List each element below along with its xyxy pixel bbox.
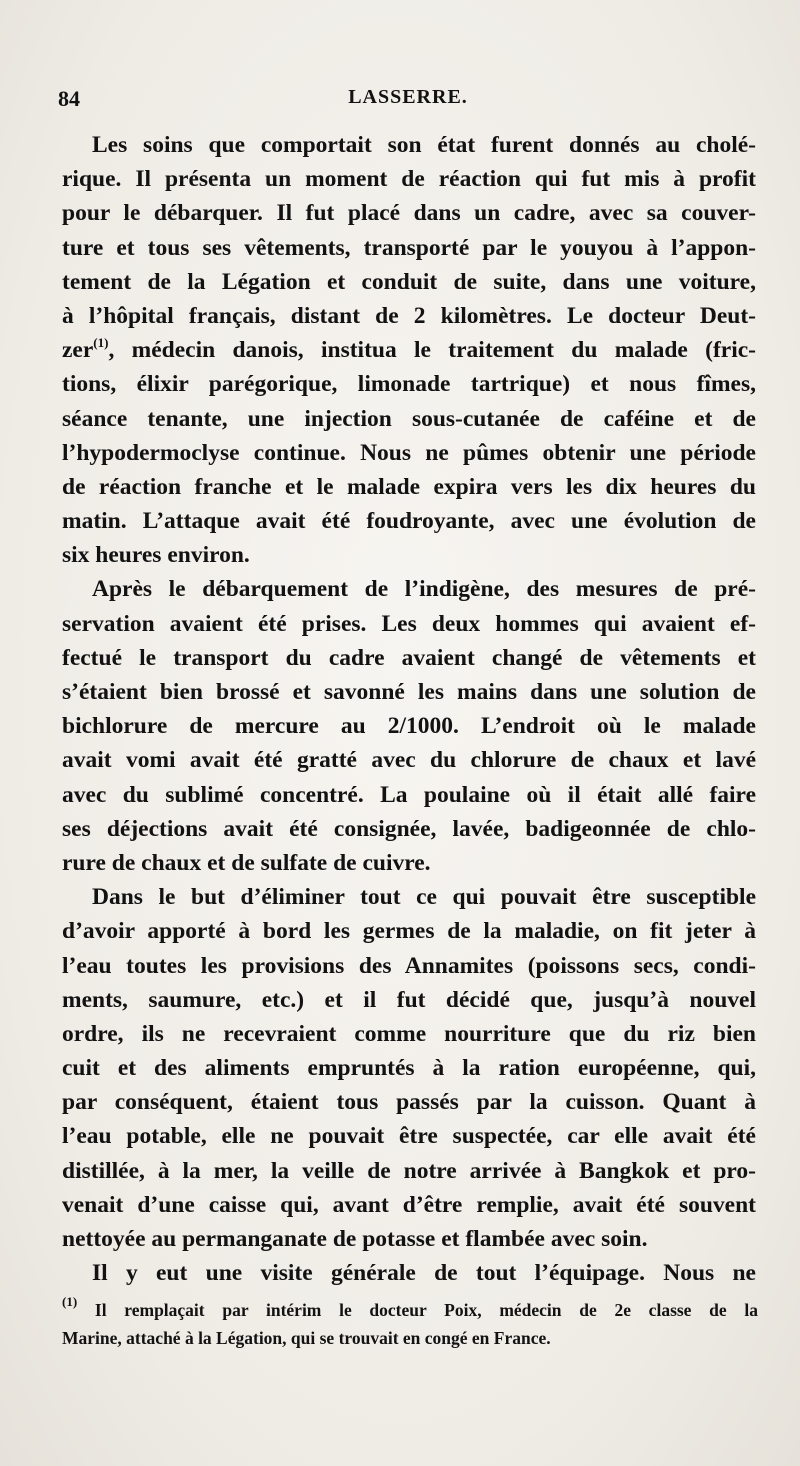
text-line-content: l’hypodermoclyse continue. Nous ne pûmes obtenir une période	[62, 439, 756, 466]
page-header	[58, 86, 758, 116]
text-line	[62, 231, 756, 265]
text-line	[62, 436, 756, 470]
text-line-content: venait d’une caisse qui, avant d’être remplie, avait été souvent	[62, 1191, 756, 1218]
text-line-content: ordre, ils ne recevraient comme nourriture que du riz bien	[62, 1020, 756, 1047]
text-line-content: par conséquent, étaient tous passés par la cuisson. Quant à	[62, 1089, 756, 1116]
text-line	[62, 1017, 756, 1051]
text-line-content: , médecin danois, institua le traitement du malade (fric-	[108, 337, 756, 364]
text-line	[62, 196, 756, 230]
text-line	[62, 504, 756, 538]
text-line-content: nettoyée au permanganate de potasse et flambée avec soin.	[62, 1226, 648, 1252]
text-line	[62, 1154, 756, 1188]
text-line-content: ments, saumure, etc.) et il fut décidé que, jusqu’à nouvel	[62, 986, 756, 1013]
text-line	[62, 914, 756, 948]
footnote-marker: (1)	[62, 1296, 78, 1309]
text-line	[62, 709, 756, 743]
text-line-content: avait vomi avait été gratté avec du chlorure de chaux et lavé	[62, 747, 756, 774]
text-line	[62, 367, 756, 401]
text-line	[62, 1051, 756, 1085]
text-line	[62, 572, 756, 606]
text-line	[62, 538, 756, 572]
text-line-content: l’eau potable, elle ne pouvait être suspectée, car elle avait été	[62, 1123, 756, 1150]
text-line	[62, 128, 756, 162]
text-line-content: tement de la Légation et conduit de suite, dans une voiture,	[62, 268, 756, 295]
footnote-line: Marine, attaché à la Légation, qui se trouvait en congé en France.	[62, 1328, 551, 1348]
text-line-content: l’eau toutes les provisions des Annamites (poissons secs, condi-	[62, 952, 756, 979]
running-head: LASSERRE.	[348, 86, 468, 108]
text-line	[62, 333, 756, 367]
text-line-content: tions, élixir parégorique, limonade tartrique) et nous fîmes,	[62, 371, 756, 398]
text-line-content: séance tenante, une injection sous-cutanée de caféine et de	[62, 405, 756, 432]
text-line	[62, 1119, 756, 1153]
footnote	[62, 1296, 758, 1352]
text-line-content: pour le débarquer. Il fut placé dans un cadre, avec sa couver-	[62, 200, 756, 227]
text-line-content: à l’hôpital français, distant de 2 kilomètres. Le docteur Deut-	[62, 302, 756, 329]
text-line-content: Après le débarquement de l’indigène, des mesures de pré-	[92, 576, 756, 603]
text-line	[62, 402, 756, 436]
text-line-content: d’avoir apporté à bord les germes de la maladie, on fit jeter à	[62, 918, 756, 945]
text-line-content: Dans le but d’éliminer tout ce qui pouvait être susceptible	[92, 884, 756, 911]
text-line	[62, 162, 756, 196]
text-line	[62, 743, 756, 777]
page-number: 84	[58, 86, 80, 111]
text-line	[62, 265, 756, 299]
text-line	[62, 778, 756, 812]
text-line-content: zer	[62, 337, 94, 364]
text-line	[62, 983, 756, 1017]
text-line-content: distillée, à la mer, la veille de notre arrivée à Bangkok et pro-	[62, 1157, 756, 1184]
text-line-content: ses déjections avait été consignée, lavée, badigeonnée de chlo-	[62, 815, 756, 842]
text-line-content: servation avaient été prises. Les deux hommes qui avaient ef-	[62, 610, 756, 637]
text-line	[62, 1256, 756, 1290]
text-line-content: six heures environ.	[62, 542, 250, 569]
body-text	[62, 128, 756, 1290]
text-line	[62, 641, 756, 675]
footnote-reference: (1)	[93, 335, 109, 351]
footnote-line	[62, 1296, 758, 1324]
text-line-content: Les soins que comportait son état furent donnés au cholé-	[92, 132, 756, 158]
text-line-content: rique. Il présenta un moment de réaction qui fut mis à profit	[62, 166, 756, 193]
text-line	[62, 675, 756, 709]
text-line-content: fectué le transport du cadre avaient changé de vêtements et	[62, 644, 756, 671]
text-line	[62, 846, 756, 880]
text-line	[62, 1085, 756, 1119]
text-line-content: de réaction franche et le malade expira vers les dix heures du	[62, 473, 756, 500]
text-line	[62, 299, 756, 333]
footnote-text-1: Il remplaçait par intérim le docteur Poix, médecin de 2e classe de la	[77, 1300, 758, 1320]
text-line-content: bichlorure de mercure au 2/1000. L’endroit où le malade	[62, 713, 756, 740]
text-line	[62, 1222, 756, 1256]
text-line-content: avec du sublimé concentré. La poulaine où il était allé faire	[62, 781, 756, 808]
text-line-content: rure de chaux et de sulfate de cuivre.	[62, 849, 431, 876]
text-line	[62, 607, 756, 641]
text-line	[62, 812, 756, 846]
text-line	[62, 880, 756, 914]
text-line	[62, 470, 756, 504]
text-line-content: s’étaient bien brossé et savonné les mains dans une solution de	[62, 679, 756, 705]
text-line	[62, 949, 756, 983]
text-line-content: ture et tous ses vêtements, transporté par le youyou à l’appon-	[62, 234, 756, 261]
text-line-content: matin. L’attaque avait été foudroyante, avec une évolution de	[62, 508, 756, 535]
text-line-content: cuit et des aliments empruntés à la ration européenne, qui,	[62, 1055, 756, 1082]
text-line-content: Il y eut une visite générale de tout l’équipage. Nous ne	[92, 1260, 756, 1287]
text-line	[62, 1188, 756, 1222]
